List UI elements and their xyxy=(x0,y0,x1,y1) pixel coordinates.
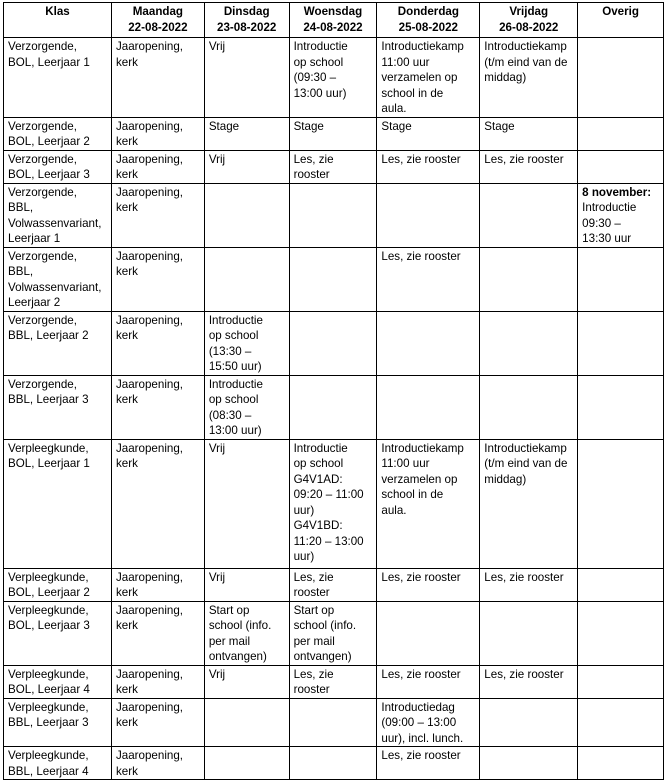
cell-donderdag: Les, zie rooster xyxy=(377,247,480,311)
cell-overig xyxy=(578,311,664,375)
cell-woensdag xyxy=(289,247,377,311)
cell-woensdag: Les, zie rooster xyxy=(289,150,377,183)
table-row xyxy=(4,183,664,247)
cell-maandag: Jaaropening, kerk xyxy=(111,439,204,568)
cell-woensdag xyxy=(289,311,377,375)
cell-overig xyxy=(578,247,664,311)
cell-maandag: Jaaropening, kerk xyxy=(111,247,204,311)
table-row xyxy=(4,247,664,311)
cell-donderdag: Introductiekamp 11:00 uur verzamelen op school in de aula. xyxy=(377,38,480,118)
cell-overig xyxy=(578,439,664,568)
cell-woensdag: Les, zie rooster xyxy=(289,568,377,601)
cell-dinsdag: Vrij xyxy=(204,439,289,568)
cell-overig xyxy=(578,38,664,118)
cell-klas: Verpleegkunde, BBL, Leerjaar 3 xyxy=(4,698,112,747)
cell-woensdag xyxy=(289,698,377,747)
cell-overig xyxy=(578,375,664,439)
header-donderdag: Donderdag 25-08-2022 xyxy=(377,3,480,38)
cell-vrijdag: Les, zie rooster xyxy=(480,568,578,601)
cell-maandag: Jaaropening, kerk xyxy=(111,665,204,698)
cell-maandag: Jaaropening, kerk xyxy=(111,375,204,439)
table-row xyxy=(4,665,664,698)
cell-overig xyxy=(578,568,664,601)
cell-woensdag: Introductie op school (09:30 – 13:00 uur) xyxy=(289,38,377,118)
table-row xyxy=(4,375,664,439)
cell-vrijdag: Stage xyxy=(480,117,578,150)
table-row xyxy=(4,38,664,118)
cell-vrijdag xyxy=(480,311,578,375)
cell-overig xyxy=(578,601,664,665)
overig-title: 8 november: xyxy=(582,185,652,199)
cell-donderdag: Introductiedag (09:00 – 13:00 uur), incl. lunch. xyxy=(377,698,480,747)
header-dinsdag: Dinsdag 23-08-2022 xyxy=(204,3,289,38)
cell-maandag: Jaaropening, kerk xyxy=(111,747,204,780)
cell-woensdag: Introductie op school G4V1AD: 09:20 – 11:00 uur) G4V1BD: 11:20 – 13:00 uur) xyxy=(289,439,377,568)
cell-klas: Verpleegkunde, BOL, Leerjaar 4 xyxy=(4,665,112,698)
cell-overig xyxy=(578,117,664,150)
cell-maandag: Jaaropening, kerk xyxy=(111,601,204,665)
cell-woensdag: Stage xyxy=(289,117,377,150)
table-row xyxy=(4,311,664,375)
cell-overig xyxy=(578,665,664,698)
header-overig: Overig xyxy=(578,3,664,38)
cell-vrijdag xyxy=(480,698,578,747)
cell-donderdag xyxy=(377,601,480,665)
cell-klas: Verpleegkunde, BOL, Leerjaar 2 xyxy=(4,568,112,601)
cell-woensdag xyxy=(289,375,377,439)
cell-klas: Verzorgende, BBL, Volwassenvariant, Leerjaar 2 xyxy=(4,247,112,311)
cell-vrijdag: Les, zie rooster xyxy=(480,665,578,698)
table-row xyxy=(4,698,664,747)
cell-klas: Verzorgende, BOL, Leerjaar 2 xyxy=(4,117,112,150)
cell-donderdag: Les, zie rooster xyxy=(377,747,480,780)
cell-overig xyxy=(578,150,664,183)
cell-maandag: Jaaropening, kerk xyxy=(111,311,204,375)
cell-vrijdag xyxy=(480,601,578,665)
cell-vrijdag: Introductiekamp (t/m eind van de middag) xyxy=(480,439,578,568)
table-row xyxy=(4,568,664,601)
cell-dinsdag xyxy=(204,183,289,247)
cell-overig xyxy=(578,183,664,247)
schedule-table xyxy=(3,2,664,780)
cell-donderdag: Les, zie rooster xyxy=(377,665,480,698)
cell-vrijdag: Les, zie rooster xyxy=(480,150,578,183)
header-woensdag: Woensdag 24-08-2022 xyxy=(289,3,377,38)
cell-dinsdag: Start op school (info. per mail ontvangen) xyxy=(204,601,289,665)
cell-vrijdag: Introductiekamp (t/m eind van de middag) xyxy=(480,38,578,118)
overig-text: Introductie 09:30 – 13:30 uur xyxy=(582,201,637,245)
cell-woensdag xyxy=(289,747,377,780)
cell-dinsdag: Introductie op school (13:30 – 15:50 uur) xyxy=(204,311,289,375)
table-row xyxy=(4,117,664,150)
schedule-body xyxy=(4,38,664,780)
header-maandag: Maandag 22-08-2022 xyxy=(111,3,204,38)
cell-donderdag: Stage xyxy=(377,117,480,150)
cell-maandag: Jaaropening, kerk xyxy=(111,117,204,150)
cell-overig xyxy=(578,747,664,780)
cell-dinsdag: Introductie op school (08:30 – 13:00 uur) xyxy=(204,375,289,439)
cell-maandag: Jaaropening, kerk xyxy=(111,38,204,118)
cell-woensdag xyxy=(289,183,377,247)
cell-vrijdag xyxy=(480,247,578,311)
cell-klas: Verpleegkunde, BOL, Leerjaar 1 xyxy=(4,439,112,568)
cell-dinsdag xyxy=(204,747,289,780)
cell-dinsdag xyxy=(204,698,289,747)
cell-klas: Verzorgende, BBL, Leerjaar 2 xyxy=(4,311,112,375)
table-row xyxy=(4,747,664,780)
header-row xyxy=(4,3,664,38)
cell-maandag: Jaaropening, kerk xyxy=(111,568,204,601)
cell-klas: Verpleegkunde, BBL, Leerjaar 4 xyxy=(4,747,112,780)
cell-klas: Verzorgende, BOL, Leerjaar 3 xyxy=(4,150,112,183)
cell-dinsdag: Vrij xyxy=(204,150,289,183)
cell-klas: Verzorgende, BOL, Leerjaar 1 xyxy=(4,38,112,118)
table-row xyxy=(4,601,664,665)
header-klas: Klas xyxy=(4,3,112,38)
cell-donderdag: Introductiekamp 11:00 uur verzamelen op school in de aula. xyxy=(377,439,480,568)
cell-vrijdag xyxy=(480,183,578,247)
cell-klas: Verpleegkunde, BOL, Leerjaar 3 xyxy=(4,601,112,665)
cell-woensdag: Les, zie rooster xyxy=(289,665,377,698)
cell-donderdag xyxy=(377,183,480,247)
cell-maandag: Jaaropening, kerk xyxy=(111,698,204,747)
cell-klas: Verzorgende, BBL, Volwassenvariant, Leerjaar 1 xyxy=(4,183,112,247)
cell-dinsdag: Stage xyxy=(204,117,289,150)
cell-dinsdag: Vrij xyxy=(204,38,289,118)
cell-vrijdag xyxy=(480,375,578,439)
cell-woensdag: Start op school (info. per mail ontvangen) xyxy=(289,601,377,665)
cell-donderdag xyxy=(377,375,480,439)
cell-dinsdag: Vrij xyxy=(204,665,289,698)
cell-maandag: Jaaropening, kerk xyxy=(111,150,204,183)
cell-klas: Verzorgende, BBL, Leerjaar 3 xyxy=(4,375,112,439)
cell-donderdag: Les, zie rooster xyxy=(377,568,480,601)
table-row xyxy=(4,439,664,568)
cell-dinsdag xyxy=(204,247,289,311)
cell-maandag: Jaaropening, kerk xyxy=(111,183,204,247)
header-vrijdag: Vrijdag 26-08-2022 xyxy=(480,3,578,38)
cell-dinsdag: Vrij xyxy=(204,568,289,601)
cell-donderdag xyxy=(377,311,480,375)
table-row xyxy=(4,150,664,183)
cell-vrijdag xyxy=(480,747,578,780)
cell-donderdag: Les, zie rooster xyxy=(377,150,480,183)
cell-overig xyxy=(578,698,664,747)
